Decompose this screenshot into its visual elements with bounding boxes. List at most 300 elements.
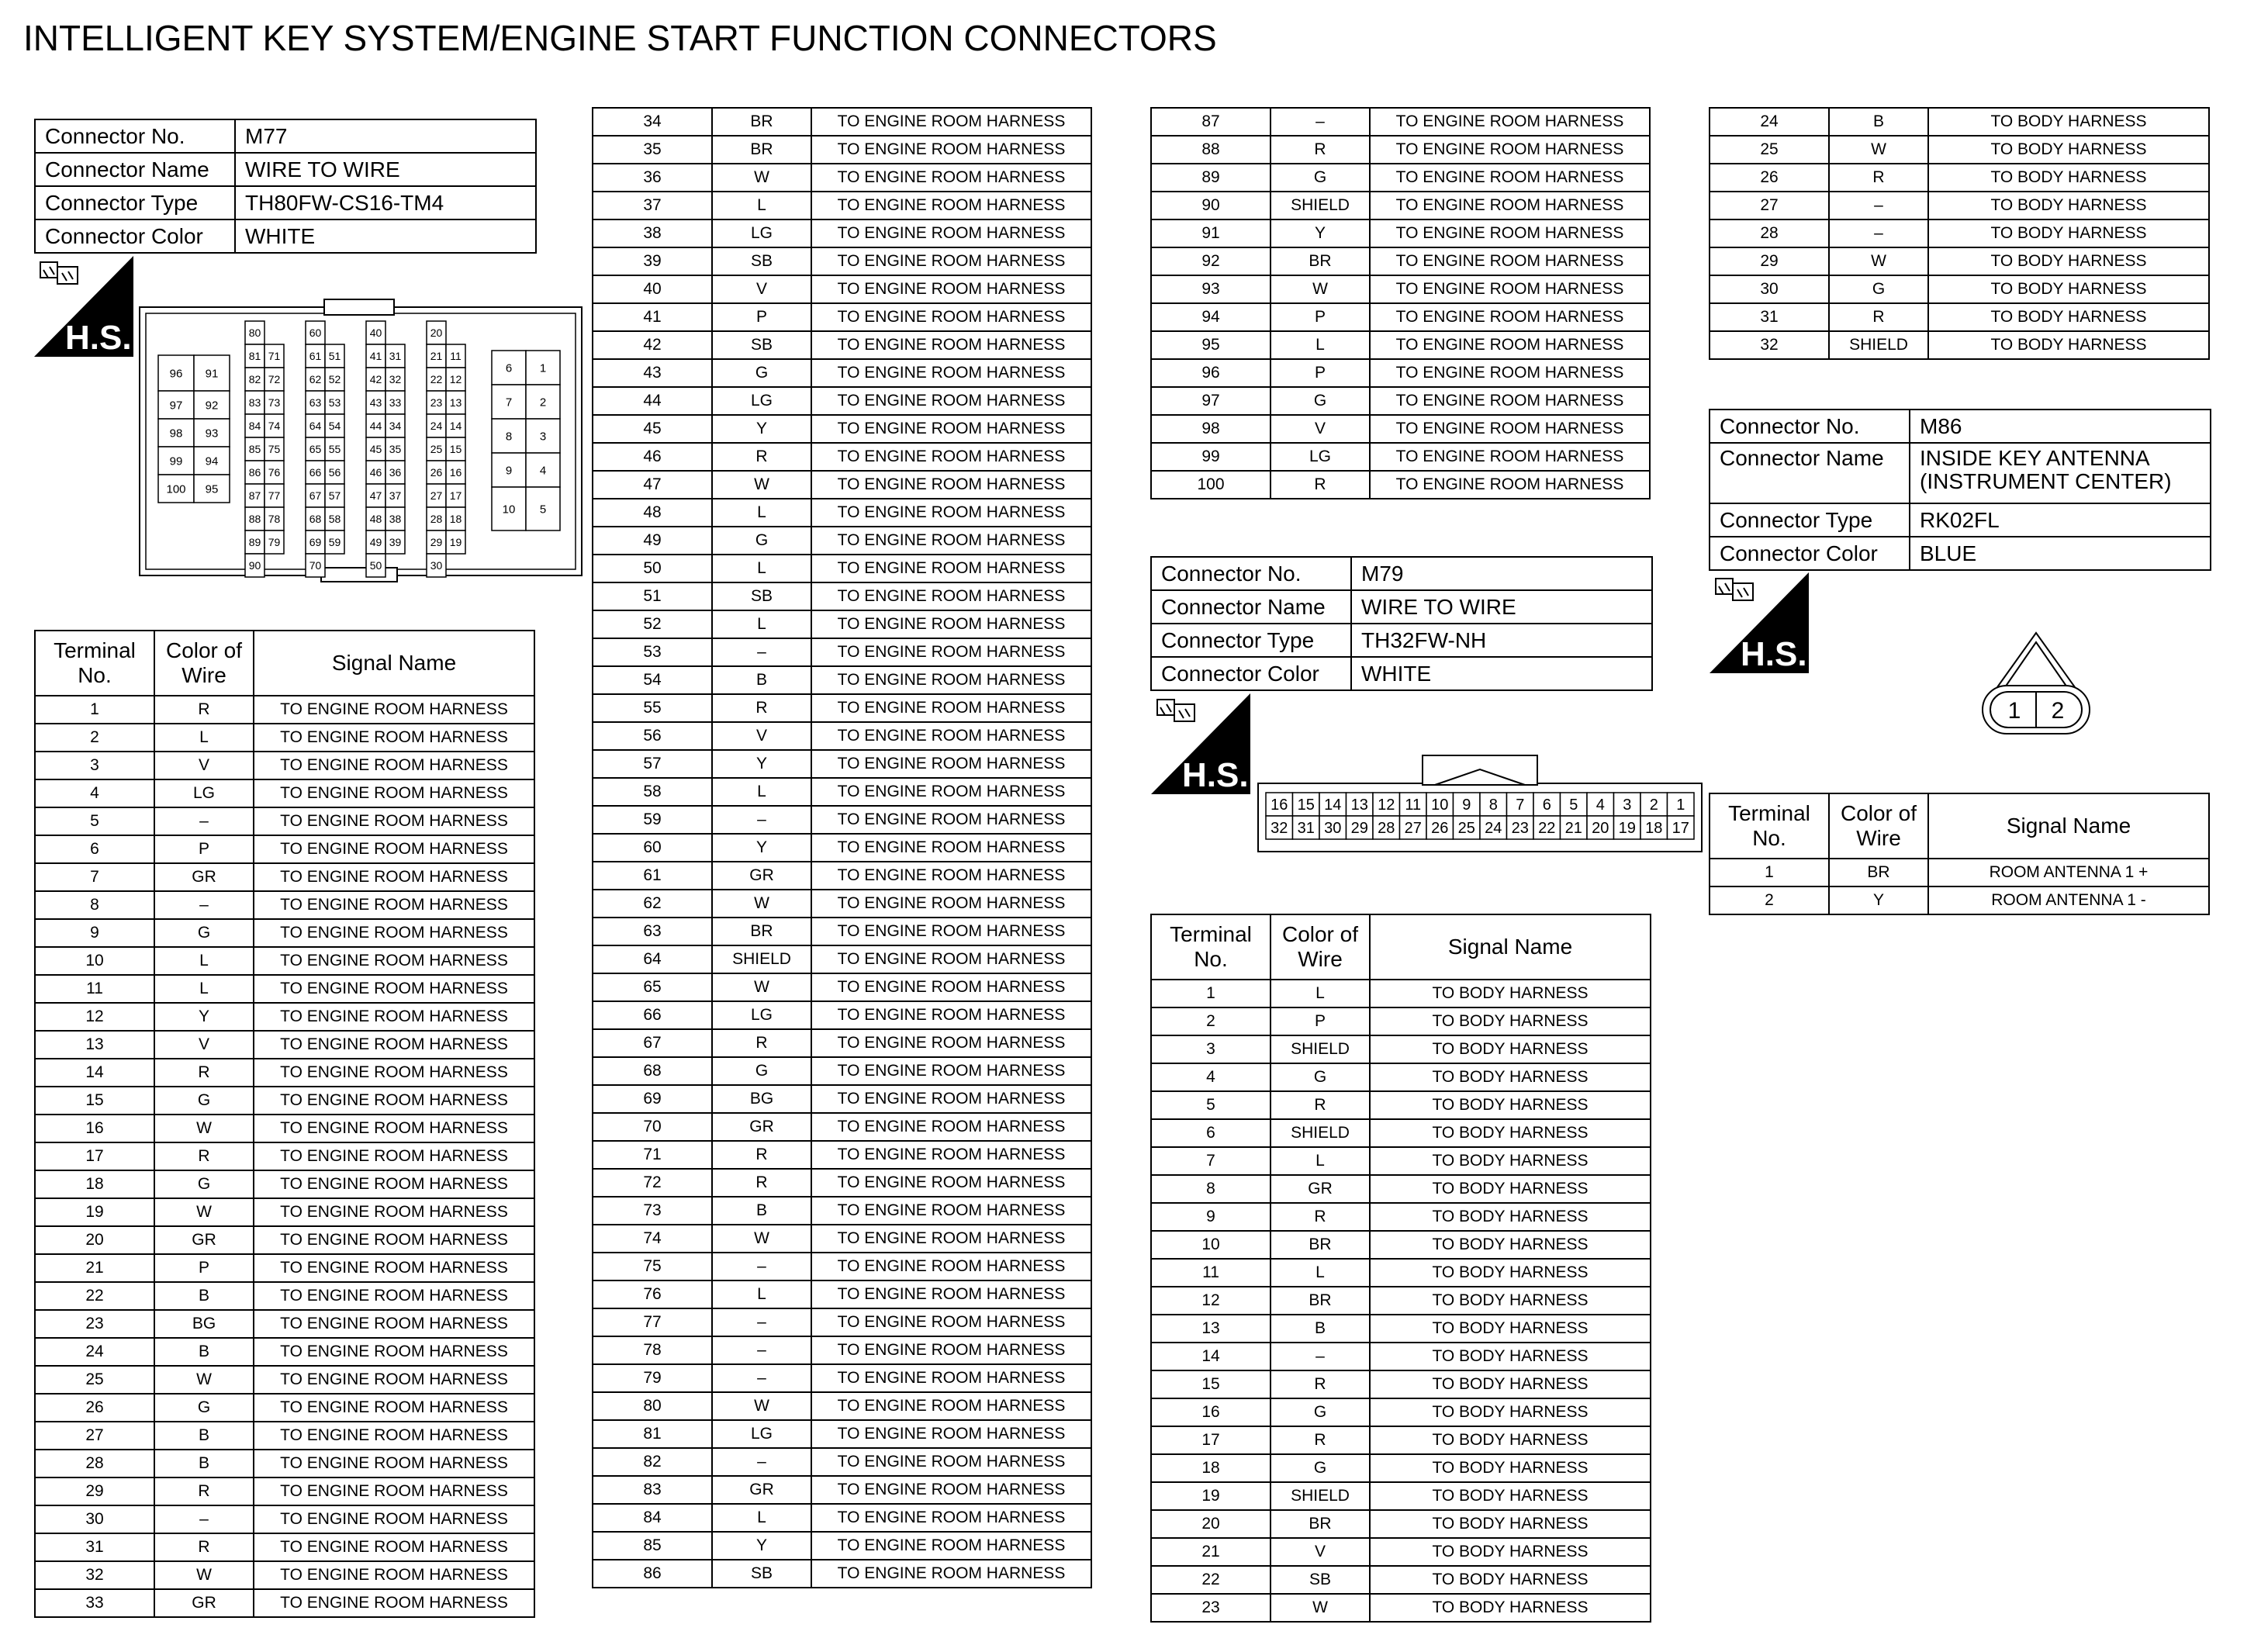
terminal-no-cell: 36 (593, 164, 712, 192)
pin-cell: 29 (430, 536, 443, 549)
wire-color-cell: W (1829, 136, 1928, 164)
page-title: INTELLIGENT KEY SYSTEM/ENGINE START FUNCTION CONNECTORS (23, 18, 1217, 58)
terminal-no-cell: 31 (1710, 303, 1829, 331)
pin-cell: 20 (1592, 820, 1609, 838)
terminal-no-header: Terminal No. (1710, 793, 1829, 859)
table-row (1151, 331, 1650, 359)
signal-name-cell: TO ENGINE ROOM HARNESS (811, 750, 1091, 778)
terminal-no-cell: 53 (593, 638, 712, 666)
signal-name-cell: TO ENGINE ROOM HARNESS (811, 219, 1091, 247)
pin-cell: 11 (1405, 797, 1422, 814)
table-row (35, 1198, 534, 1226)
m86-connector-color: BLUE (1910, 537, 2211, 570)
terminal-no-cell: 3 (1151, 1035, 1271, 1063)
m77-connector-name-row (35, 153, 536, 186)
terminal-no-cell: 11 (1151, 1259, 1271, 1287)
table-row (1151, 980, 1651, 1007)
wire-color-cell: SB (712, 582, 811, 610)
wire-color-cell: G (1271, 1398, 1370, 1426)
pin-cell: 84 (248, 420, 261, 433)
signal-name-cell: TO BODY HARNESS (1370, 1398, 1651, 1426)
pin-cell: 81 (248, 350, 261, 363)
terminal-no-cell: 9 (1151, 1203, 1271, 1231)
terminal-no-cell: 16 (1151, 1398, 1271, 1426)
signal-name-cell: TO ENGINE ROOM HARNESS (254, 835, 534, 863)
signal-name-cell: TO ENGINE ROOM HARNESS (811, 247, 1091, 275)
wire-color-cell: R (154, 1533, 254, 1561)
wire-color-cell: GR (154, 1226, 254, 1254)
pin-table-header (1710, 793, 2209, 859)
signal-name-cell: TO ENGINE ROOM HARNESS (1370, 164, 1650, 192)
terminal-no-cell: 62 (593, 890, 712, 918)
terminal-no-cell: 92 (1151, 247, 1271, 275)
signal-name-cell: TO ENGINE ROOM HARNESS (254, 947, 534, 975)
wire-color-cell: P (154, 1254, 254, 1282)
wire-color-cell: BG (154, 1310, 254, 1338)
wire-color-cell: G (1271, 1454, 1370, 1482)
signal-name-cell: TO BODY HARNESS (1370, 1538, 1651, 1566)
pin-cell: 14 (449, 420, 462, 433)
wire-color-cell: R (1271, 1426, 1370, 1454)
signal-name-cell: TO ENGINE ROOM HARNESS (1370, 275, 1650, 303)
wire-color-cell: Y (1271, 219, 1370, 247)
signal-name-cell: TO ENGINE ROOM HARNESS (254, 975, 534, 1003)
pin-cell: 8 (1488, 797, 1498, 814)
table-row (593, 638, 1091, 666)
terminal-no-cell: 8 (35, 891, 154, 919)
signal-name-cell: TO ENGINE ROOM HARNESS (1370, 387, 1650, 415)
terminal-no-cell: 22 (1151, 1566, 1271, 1594)
table-row (593, 1476, 1091, 1504)
pin-cell: 82 (248, 373, 261, 386)
pin-cell: 57 (328, 489, 341, 503)
signal-name-cell: TO BODY HARNESS (1370, 1259, 1651, 1287)
table-row (35, 1422, 534, 1450)
wire-color-cell: B (712, 1197, 811, 1225)
table-row (593, 555, 1091, 582)
signal-name-cell: TO ENGINE ROOM HARNESS (811, 331, 1091, 359)
terminal-no-cell: 85 (593, 1532, 712, 1560)
wire-color-cell: R (1271, 1370, 1370, 1398)
signal-name-cell: TO ENGINE ROOM HARNESS (1370, 192, 1650, 219)
terminal-no-cell: 37 (593, 192, 712, 219)
m86-connector-name (1910, 443, 2211, 503)
table-row (35, 1254, 534, 1282)
signal-name-cell: TO ENGINE ROOM HARNESS (1370, 247, 1650, 275)
terminal-no-cell: 49 (593, 527, 712, 555)
terminal-no-cell: 50 (593, 555, 712, 582)
signal-name-cell: TO ENGINE ROOM HARNESS (811, 694, 1091, 722)
terminal-no-cell: 24 (1710, 108, 1829, 136)
pin-cell: 14 (1324, 797, 1342, 814)
table-row (1151, 108, 1650, 136)
pin-cell: 39 (389, 536, 402, 549)
table-row (35, 863, 534, 891)
m79-hs-icon (1151, 693, 1250, 794)
signal-name-cell: TO ENGINE ROOM HARNESS (811, 1420, 1091, 1448)
pin-cell: 10 (502, 503, 516, 517)
signal-name-cell: TO ENGINE ROOM HARNESS (811, 778, 1091, 806)
terminal-no-cell: 41 (593, 303, 712, 331)
signal-name-cell: TO ENGINE ROOM HARNESS (811, 136, 1091, 164)
wire-color-cell: Y (712, 750, 811, 778)
signal-name-cell: TO ENGINE ROOM HARNESS (1370, 108, 1650, 136)
table-row (1151, 1259, 1651, 1287)
table-row (1710, 275, 2209, 303)
terminal-no-cell: 69 (593, 1085, 712, 1113)
wire-color-cell: V (712, 275, 811, 303)
terminal-no-cell: 54 (593, 666, 712, 694)
signal-name-cell: TO ENGINE ROOM HARNESS (811, 164, 1091, 192)
wire-color-cell: W (712, 890, 811, 918)
wire-color-cell: – (712, 1253, 811, 1280)
color-of-wire-header: Color of Wire (154, 631, 254, 696)
pin-cell: 36 (389, 466, 402, 479)
m79-info-table (1150, 556, 1653, 691)
signal-name-cell: TO ENGINE ROOM HARNESS (811, 1225, 1091, 1253)
pin-cell: 7 (505, 396, 513, 410)
m86-diagram-pin-2: 2 (2051, 698, 2065, 724)
signal-name-cell: TO ENGINE ROOM HARNESS (811, 1364, 1091, 1392)
signal-name-cell: TO ENGINE ROOM HARNESS (254, 919, 534, 947)
wire-color-cell: R (1271, 471, 1370, 499)
pin-cell: 35 (389, 443, 402, 456)
wire-color-cell: R (1271, 1203, 1370, 1231)
signal-name-cell: TO ENGINE ROOM HARNESS (254, 1561, 534, 1589)
wire-color-cell: GR (1271, 1175, 1370, 1203)
connector-no-label: Connector No. (1710, 410, 1910, 443)
table-row (35, 1589, 534, 1617)
pin-cell: 54 (328, 420, 341, 433)
wire-color-cell: SB (712, 331, 811, 359)
terminal-no-cell: 5 (1151, 1091, 1271, 1119)
table-row (1151, 1119, 1651, 1147)
wire-color-cell: Y (154, 1003, 254, 1031)
signal-name-cell: TO ENGINE ROOM HARNESS (811, 1085, 1091, 1113)
signal-name-cell: TO ENGINE ROOM HARNESS (254, 724, 534, 752)
m77-connector-no-row (35, 119, 536, 153)
terminal-no-cell: 2 (1710, 886, 1829, 914)
table-row (1151, 247, 1650, 275)
wire-color-cell: L (154, 975, 254, 1003)
wire-color-cell: – (712, 1336, 811, 1364)
terminal-no-cell: 83 (593, 1476, 712, 1504)
terminal-no-cell: 13 (35, 1031, 154, 1059)
table-row (593, 834, 1091, 862)
terminal-no-cell: 77 (593, 1308, 712, 1336)
table-row (1151, 303, 1650, 331)
pin-cell: 97 (169, 399, 183, 413)
terminal-no-cell: 56 (593, 722, 712, 750)
table-row (1710, 331, 2209, 359)
signal-name-cell: TO ENGINE ROOM HARNESS (811, 973, 1091, 1001)
table-row (593, 973, 1091, 1001)
pin-cell: 48 (369, 513, 382, 526)
pin-cell: 63 (309, 396, 322, 410)
table-row (593, 192, 1091, 219)
table-row (1151, 359, 1650, 387)
table-row (593, 1448, 1091, 1476)
signal-name-cell: TO ENGINE ROOM HARNESS (254, 1031, 534, 1059)
wire-color-cell: L (1271, 980, 1370, 1007)
signal-name-cell: ROOM ANTENNA 1 - (1928, 886, 2209, 914)
m79-connector-name-row (1151, 590, 1652, 624)
terminal-no-cell: 23 (1151, 1594, 1271, 1622)
terminal-no-cell: 26 (35, 1394, 154, 1422)
terminal-no-cell: 22 (35, 1282, 154, 1310)
m77-connector-type: TH80FW-CS16-TM4 (235, 186, 536, 219)
table-row (1151, 1398, 1651, 1426)
wire-color-cell: G (154, 1394, 254, 1422)
pin-cell: 17 (1672, 820, 1689, 838)
wire-color-cell: R (1829, 303, 1928, 331)
signal-name-cell: TO ENGINE ROOM HARNESS (254, 1282, 534, 1310)
signal-name-cell: TO BODY HARNESS (1370, 1287, 1651, 1315)
terminal-no-cell: 98 (1151, 415, 1271, 443)
wire-color-cell: BR (712, 918, 811, 945)
table-row (35, 835, 534, 863)
terminal-no-cell: 32 (35, 1561, 154, 1589)
terminal-no-cell: 73 (593, 1197, 712, 1225)
pin-cell: 24 (1485, 820, 1502, 838)
wire-color-cell: W (154, 1366, 254, 1394)
signal-name-cell: TO ENGINE ROOM HARNESS (254, 1087, 534, 1115)
pin-cell: 56 (328, 466, 341, 479)
signal-name-cell: TO BODY HARNESS (1370, 1119, 1651, 1147)
table-row (35, 1477, 534, 1505)
signal-name-cell: TO BODY HARNESS (1370, 1594, 1651, 1622)
terminal-no-cell: 18 (35, 1170, 154, 1198)
wire-color-cell: G (1271, 387, 1370, 415)
pin-cell: 7 (1516, 797, 1525, 814)
terminal-no-cell: 20 (35, 1226, 154, 1254)
table-row (35, 891, 534, 919)
table-row (593, 1364, 1091, 1392)
pin-cell: 2 (1649, 797, 1658, 814)
table-row (1151, 1315, 1651, 1343)
terminal-no-cell: 93 (1151, 275, 1271, 303)
terminal-no-cell: 26 (1710, 164, 1829, 192)
table-row (35, 779, 534, 807)
terminal-no-cell: 71 (593, 1141, 712, 1169)
terminal-no-cell: 35 (593, 136, 712, 164)
wire-color-cell: SB (712, 247, 811, 275)
table-row (35, 1533, 534, 1561)
signal-name-cell: TO ENGINE ROOM HARNESS (811, 638, 1091, 666)
table-row (593, 1141, 1091, 1169)
m86-hs-icon (1710, 572, 1809, 673)
terminal-no-cell: 34 (593, 108, 712, 136)
pin-cell: 2 (539, 396, 547, 410)
wire-color-cell: G (154, 919, 254, 947)
table-row (1151, 1426, 1651, 1454)
pin-cell: 68 (309, 513, 322, 526)
signal-name-cell: TO ENGINE ROOM HARNESS (254, 863, 534, 891)
signal-name-cell: TO ENGINE ROOM HARNESS (811, 1001, 1091, 1029)
table-row (593, 219, 1091, 247)
m79-connector-no-row (1151, 557, 1652, 590)
pin-cell: 79 (268, 536, 281, 549)
wire-color-cell: V (1271, 415, 1370, 443)
terminal-no-cell: 95 (1151, 331, 1271, 359)
pin-cell: 15 (449, 443, 462, 456)
wire-color-cell: SHIELD (1271, 192, 1370, 219)
table-row (1710, 108, 2209, 136)
signal-name-cell: TO BODY HARNESS (1370, 1343, 1651, 1370)
signal-name-cell: TO ENGINE ROOM HARNESS (811, 834, 1091, 862)
terminal-no-cell: 18 (1151, 1454, 1271, 1482)
signal-name-cell: TO ENGINE ROOM HARNESS (811, 1141, 1091, 1169)
signal-name-cell: TO ENGINE ROOM HARNESS (811, 1448, 1091, 1476)
wire-color-cell: L (1271, 1259, 1370, 1287)
wire-color-cell: GR (154, 1589, 254, 1617)
table-row (1710, 136, 2209, 164)
table-row (1151, 1007, 1651, 1035)
signal-name-cell: TO ENGINE ROOM HARNESS (1370, 219, 1650, 247)
table-row (593, 1253, 1091, 1280)
pin-cell: 34 (389, 420, 402, 433)
m79-connector-face-diagram (1257, 752, 1705, 855)
pin-cell: 45 (369, 443, 382, 456)
wire-color-cell: R (1271, 136, 1370, 164)
wire-color-cell: R (712, 1029, 811, 1057)
svg-text:H.S.: H.S. (1741, 635, 1807, 673)
m79-connector-type-row (1151, 624, 1652, 657)
table-row (35, 1561, 534, 1589)
terminal-no-cell: 39 (593, 247, 712, 275)
pin-cell: 61 (309, 350, 322, 363)
table-row (593, 108, 1091, 136)
connector-color-label: Connector Color (35, 219, 235, 253)
pin-cell: 33 (389, 396, 402, 410)
pin-cell: 76 (268, 466, 281, 479)
table-row (35, 1338, 534, 1366)
signal-name-cell: TO ENGINE ROOM HARNESS (811, 1169, 1091, 1197)
pin-cell: 25 (430, 443, 443, 456)
pin-cell: 29 (1350, 820, 1368, 838)
wire-color-cell: L (712, 1280, 811, 1308)
terminal-no-cell: 7 (35, 863, 154, 891)
signal-name-cell: TO BODY HARNESS (1928, 219, 2209, 247)
terminal-no-cell: 51 (593, 582, 712, 610)
pin-cell: 13 (1350, 797, 1368, 814)
pin-cell: 12 (1378, 797, 1395, 814)
table-row (1710, 247, 2209, 275)
terminal-no-cell: 29 (1710, 247, 1829, 275)
color-of-wire-header: Color of Wire (1271, 914, 1370, 980)
table-row (1151, 1287, 1651, 1315)
signal-name-cell: TO BODY HARNESS (1370, 1454, 1651, 1482)
pin-cell: 32 (1271, 820, 1288, 838)
pin-cell: 30 (1324, 820, 1342, 838)
terminal-no-cell: 4 (1151, 1063, 1271, 1091)
table-row (1151, 1147, 1651, 1175)
table-row (593, 247, 1091, 275)
wire-color-cell: L (712, 192, 811, 219)
m77-connector-type-row (35, 186, 536, 219)
terminal-no-cell: 15 (35, 1087, 154, 1115)
terminal-no-cell: 1 (1710, 859, 1829, 886)
terminal-no-cell: 65 (593, 973, 712, 1001)
terminal-no-cell: 11 (35, 975, 154, 1003)
terminal-no-cell: 30 (35, 1505, 154, 1533)
terminal-no-cell: 10 (35, 947, 154, 975)
connector-color-label: Connector Color (1151, 657, 1351, 690)
signal-name-cell: TO BODY HARNESS (1370, 1510, 1651, 1538)
m86-connector-type-row (1710, 503, 2211, 537)
terminal-no-cell: 91 (1151, 219, 1271, 247)
pin-cell: 16 (449, 466, 462, 479)
pin-cell: 73 (268, 396, 281, 410)
terminal-no-cell: 70 (593, 1113, 712, 1141)
terminal-no-cell: 88 (1151, 136, 1271, 164)
color-of-wire-header: Color of Wire (1829, 793, 1928, 859)
terminal-no-cell: 84 (593, 1504, 712, 1532)
terminal-no-cell: 6 (1151, 1119, 1271, 1147)
wire-color-cell: – (1271, 1343, 1370, 1370)
terminal-no-cell: 2 (35, 724, 154, 752)
table-row (35, 1115, 534, 1142)
terminal-no-cell: 16 (35, 1115, 154, 1142)
terminal-no-cell: 23 (35, 1310, 154, 1338)
signal-name-cell: TO ENGINE ROOM HARNESS (811, 1197, 1091, 1225)
wire-color-cell: L (712, 610, 811, 638)
pin-cell: 5 (1569, 797, 1578, 814)
pin-cell: 32 (389, 373, 402, 386)
m86-pin-table (1709, 793, 2210, 915)
wire-color-cell: B (154, 1282, 254, 1310)
table-row (1151, 1063, 1651, 1091)
pin-cell: 50 (369, 559, 382, 572)
wire-color-cell: P (1271, 303, 1370, 331)
pin-cell: 72 (268, 373, 281, 386)
table-row (1710, 859, 2209, 886)
terminal-no-cell: 96 (1151, 359, 1271, 387)
table-row (1151, 443, 1650, 471)
terminal-no-cell: 7 (1151, 1147, 1271, 1175)
pin-cell: 20 (430, 327, 443, 340)
pin-cell: 59 (328, 536, 341, 549)
pin-cell: 78 (268, 513, 281, 526)
signal-name-cell: TO BODY HARNESS (1370, 1203, 1651, 1231)
wire-color-cell: L (712, 499, 811, 527)
wire-color-cell: BG (712, 1085, 811, 1113)
table-row (35, 1505, 534, 1533)
signal-name-cell: TO ENGINE ROOM HARNESS (811, 722, 1091, 750)
m77-connector-color-row (35, 219, 536, 253)
terminal-no-cell: 52 (593, 610, 712, 638)
signal-name-cell: TO ENGINE ROOM HARNESS (1370, 303, 1650, 331)
table-row (1151, 1538, 1651, 1566)
signal-name-cell: TO ENGINE ROOM HARNESS (254, 1059, 534, 1087)
signal-name-cell: TO ENGINE ROOM HARNESS (811, 387, 1091, 415)
table-row (593, 610, 1091, 638)
pin-cell: 55 (328, 443, 341, 456)
pin-cell: 23 (1511, 820, 1529, 838)
signal-name-cell: TO BODY HARNESS (1928, 164, 2209, 192)
table-row (35, 1003, 534, 1031)
terminal-no-cell: 2 (1151, 1007, 1271, 1035)
terminal-no-cell: 97 (1151, 387, 1271, 415)
pin-cell: 26 (1431, 820, 1449, 838)
pin-cell: 23 (430, 396, 443, 410)
terminal-no-cell: 40 (593, 275, 712, 303)
signal-name-cell: TO ENGINE ROOM HARNESS (811, 610, 1091, 638)
signal-name-cell: TO BODY HARNESS (1928, 108, 2209, 136)
wire-color-cell: R (712, 1141, 811, 1169)
wire-color-cell: R (154, 696, 254, 724)
m77-pin-table-3 (1150, 107, 1651, 499)
